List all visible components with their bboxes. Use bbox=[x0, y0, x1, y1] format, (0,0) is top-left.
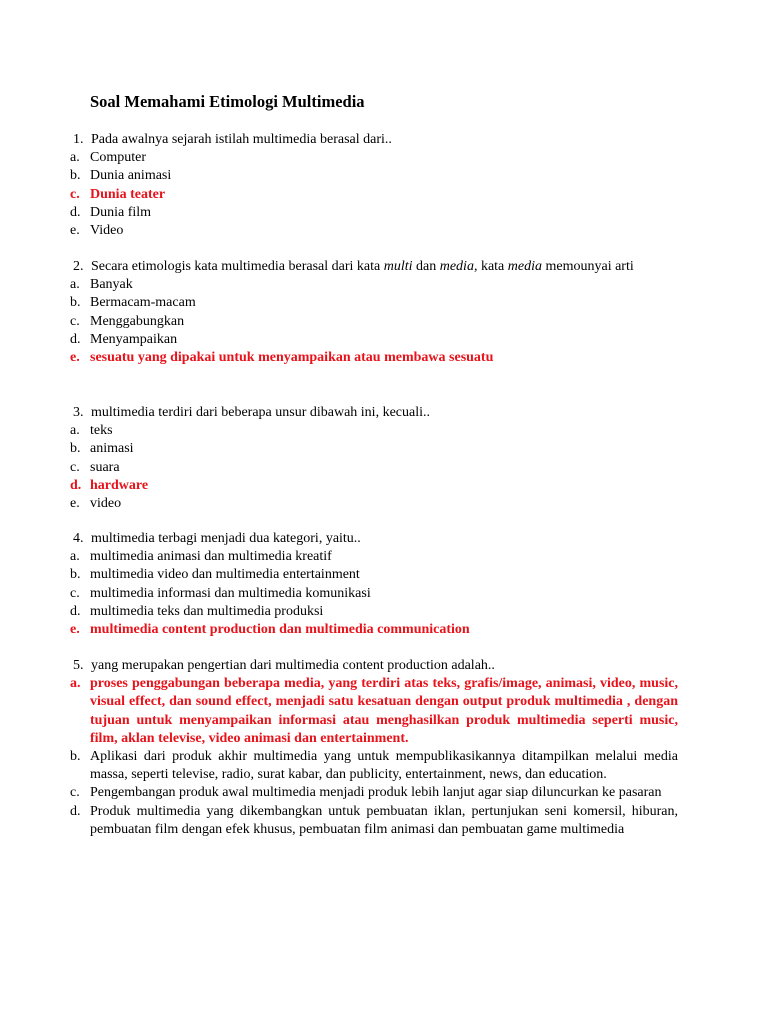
option-d: d. Dunia film bbox=[70, 204, 152, 220]
option-e: e. Video bbox=[70, 222, 124, 238]
page-title: Soal Memahami Etimologi Multimedia bbox=[90, 92, 365, 111]
question-text: 3. multimedia terdiri dari beberapa unsur dibawah ini, kecuali.. bbox=[73, 405, 430, 420]
question-text: 2. Secara etimologis kata multimedia berasal dari kata multi dan media, kata media memounyai arti bbox=[70, 258, 678, 276]
question-text: 4. multimedia terbagi menjadi dua kategori, yaitu.. bbox=[73, 531, 361, 546]
option-b: b. animasi bbox=[70, 441, 134, 457]
option-a: a. teks bbox=[70, 423, 113, 439]
option-a: a. multimedia animasi dan multimedia kreatif bbox=[70, 549, 332, 565]
option-d-answer: d. hardware bbox=[70, 477, 149, 493]
option-b: b. Aplikasi dari produk akhir multimedia yang untuk mempublikasikannya ditampilkan melalui media massa, seperti televise, radio, surat kabar, dan publicity, entertainment, news, dan education. bbox=[70, 749, 678, 783]
option-b: b. Dunia animasi bbox=[70, 168, 172, 184]
question-5 bbox=[70, 657, 678, 839]
option-e-answer: e. multimedia content production dan multimedia communication bbox=[70, 621, 470, 637]
option-d: d. multimedia teks dan multimedia produksi bbox=[70, 603, 324, 619]
question-number: 5. bbox=[73, 658, 84, 673]
option-e: e. video bbox=[70, 495, 122, 511]
option-c: c. multimedia informasi dan multimedia komunikasi bbox=[70, 585, 371, 601]
option-c: c. Pengembangan produk awal multimedia menjadi produk lebih lanjut agar siap diluncurkan ke pasaran bbox=[70, 785, 662, 801]
question-number: 2. bbox=[73, 259, 84, 274]
question-2 bbox=[70, 258, 678, 367]
option-d: d. Produk multimedia yang dikembangkan untuk pembuatan iklan, pertunjukan seni komersil, hiburan, pembuatan film dengan efek khusus, pembuatan film animasi dan pembuatan game multimedia bbox=[70, 803, 678, 837]
question-number: 4. bbox=[73, 531, 84, 546]
question-number: 1. bbox=[73, 132, 84, 147]
question-1 bbox=[70, 131, 678, 240]
option-b: b. multimedia video dan multimedia entertainment bbox=[70, 567, 360, 583]
option-c: c. suara bbox=[70, 459, 120, 475]
option-c: c. Menggabungkan bbox=[70, 313, 185, 329]
option-a: a. Banyak bbox=[70, 277, 133, 293]
option-b: b. Bermacam-macam bbox=[70, 295, 196, 311]
question-4 bbox=[70, 530, 678, 639]
option-a-answer: a. proses penggabungan beberapa media, yang terdiri atas teks, grafis/image, animasi, video, music, visual effect, dan sound effect, menjadi satu kesatuan dengan output produk multimedia , dengan tujuan untuk menyampaikan informasi atau menghasilkan produk multimedia seperti music, film, aklan televise, video animasi dan entertainment. bbox=[70, 676, 678, 746]
option-a: a. Computer bbox=[70, 150, 146, 166]
option-e-answer: e. sesuatu yang dipakai untuk menyampaikan atau membawa sesuatu bbox=[70, 349, 494, 365]
option-c-answer: c. Dunia teater bbox=[70, 186, 166, 202]
question-text: 1. Pada awalnya sejarah istilah multimedia berasal dari.. bbox=[73, 132, 392, 147]
option-d: d. Menyampaikan bbox=[70, 331, 178, 347]
question-3 bbox=[70, 404, 678, 513]
question-text: 5. yang merupakan pengertian dari multimedia content production adalah.. bbox=[73, 658, 495, 673]
question-number: 3. bbox=[73, 405, 84, 420]
